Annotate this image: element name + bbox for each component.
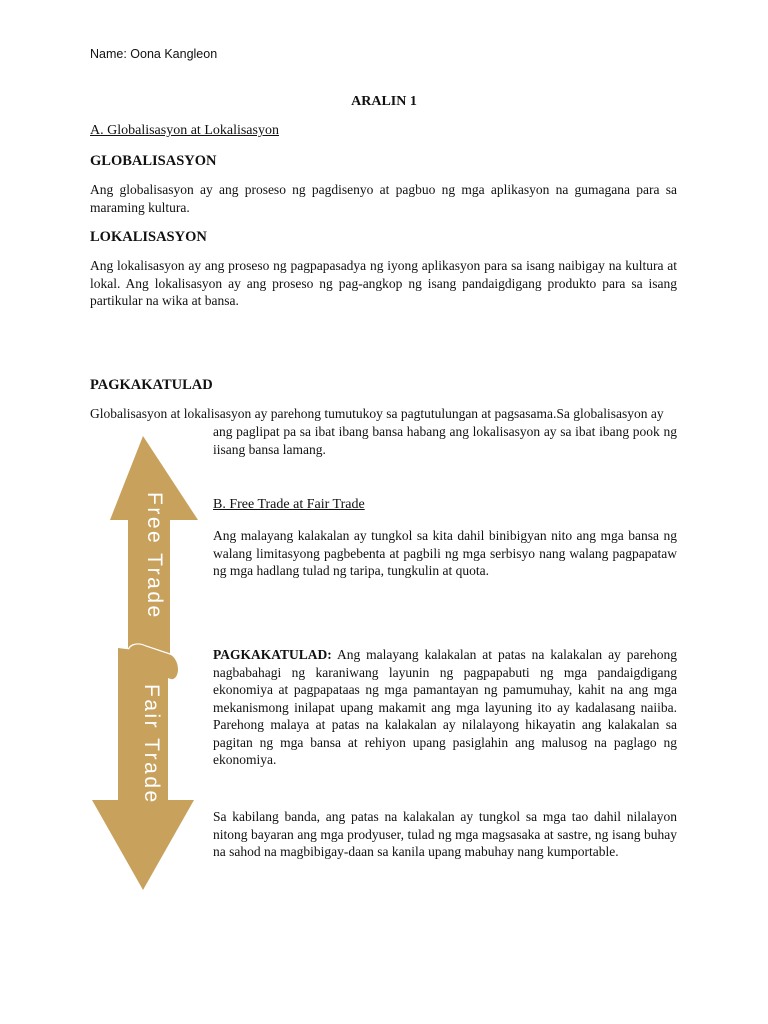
pagkakatulad-description: Ang malayang kalakalan at patas na kalakalan ay parehong nagbabahagi ng karaniwang layunin ng pagpapabuti ng mga pandaigdigang ekonomiya at pagpapataas ng mga pamantayan ng pamumuhay, kahit na ang mga mekanismong inilapat upang makamit ang mga layuning ito ay kadalasang naiiba. Parehong malaya at patas na kalakalan ay nilalayong hikayatin ang kalakalan sa pagitan ng mga bansa at rehiyon upang pasiglahin ang malusog na paglago ng ekonomiya. [213,647,677,767]
lokalisasyon-heading: LOKALISASYON [90,229,207,245]
student-name: Name: Oona Kangleon [90,47,218,61]
fair-trade-definition: Sa kabilang banda, ang patas na kalakalan ay tungkol sa mga tao dahil nilalayon nitong bayaran ang mga prodyuser, tulad ng mga magsasaka at sastre, ng isang buhay na sahod na magbibigay-daan sa kanila upang mabuhay nang kumportable. [213,809,677,859]
globalisasyon-definition: Ang globalisasyon ay ang proseso ng pagdisenyo at pagbuo ng mga aplikasyon na gumagana para sa maraming kultura. [90,182,677,215]
trade-arrows-diagram [88,432,203,897]
section-b-heading: B. Free Trade at Fair Trade [213,497,365,512]
pagkakatulad-line-1: Globalisasyon at lokalisasyon ay parehong tumutukoy sa pagtutulungan at pagsasama.Sa globalisasyon ay [90,406,664,421]
free-trade-definition: Ang malayang kalakalan ay tungkol sa kita dahil binibigyan nito ang mga bansa ng walang limitasyong pagbebenta at pagbili ng mga serbisyo nang walang pagpapataw ng mga hadlang tulad ng taripa, tungkulin at quota. [213,528,677,578]
section-a-heading: A. Globalisasyon at Lokalisasyon [90,123,279,138]
fair-trade-arrow-label: Fair Trade [140,684,163,805]
lesson-title: ARALIN 1 [351,94,417,109]
globalisasyon-heading: GLOBALISASYON [90,153,217,169]
free-fair-trade-similarity [213,646,677,769]
lokalisasyon-definition: Ang lokalisasyon ay ang proseso ng pagpapasadya ng iyong aplikasyon para sa isang naibigay na kultura at lokal. Ang lokalisasyon ay ang proseso ng pag-angkop ng isang pandaigdigang produkto para sa isang partikular na wika at bansa. [90,258,677,308]
free-trade-arrow-label: Free Trade [143,492,166,620]
pagkakatulad-continuation: ang paglipat pa sa ibat ibang bansa habang ang lokalisasyon ay sa ibat ibang pook ng iisang bansa lamang. [213,424,677,457]
pagkakatulad-label: PAGKAKATULAD: [213,647,332,662]
pagkakatulad-heading: PAGKAKATULAD [90,377,213,393]
